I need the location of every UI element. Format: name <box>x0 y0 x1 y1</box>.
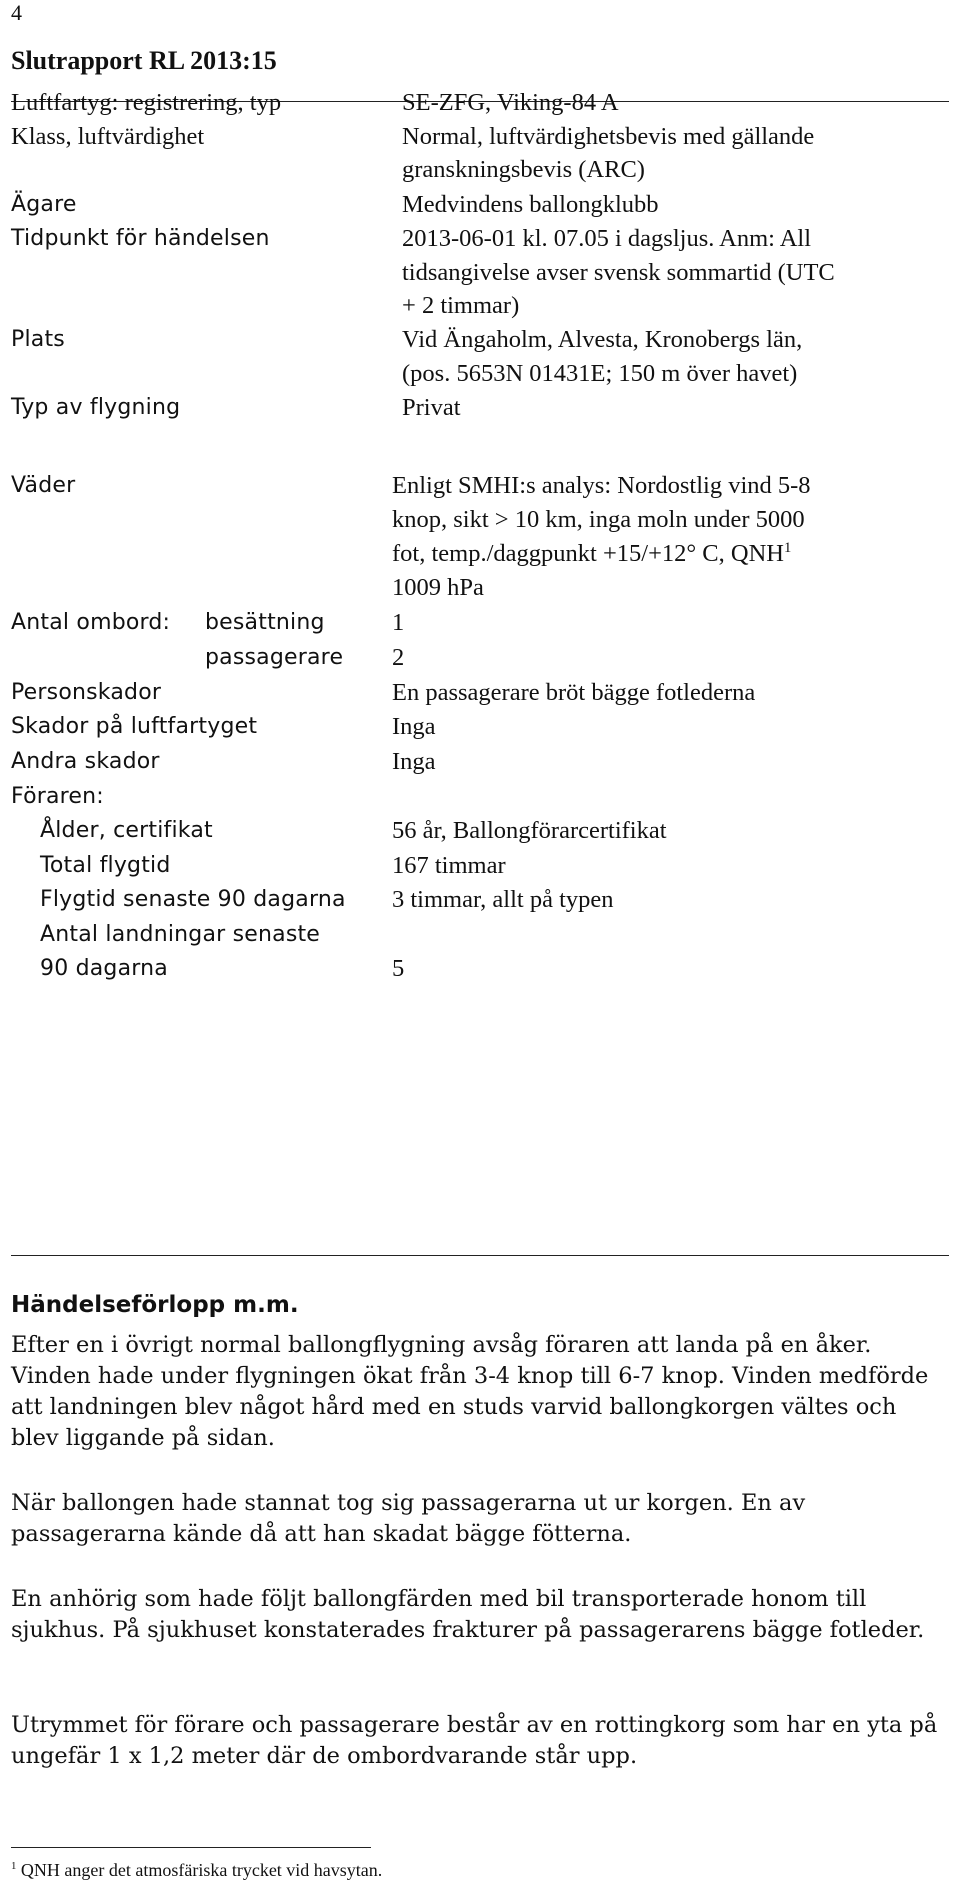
fact-label-aircraft: Luftfartyg: registrering, typ <box>11 89 282 116</box>
page-number: 4 <box>11 0 22 25</box>
footnote-rule <box>11 1847 371 1848</box>
footnote-ref[interactable]: 1 <box>783 539 792 556</box>
fact-label-place: Plats <box>11 327 65 352</box>
fact-value-aircraft: SE-ZFG, Viking-84 A <box>402 89 619 116</box>
pilot-value-landings: 5 <box>392 955 405 982</box>
fact-label-class: Klass, luftvärdighet <box>11 123 205 150</box>
section-rule <box>11 1255 949 1256</box>
onboard-crew-label: besättning <box>205 610 325 635</box>
pilot-value-age: 56 år, Ballongförarcertifikat <box>392 817 667 844</box>
weather-line4: 1009 hPa <box>392 574 484 601</box>
fact-label-owner: Ägare <box>11 192 77 217</box>
pilot-value-recent: 3 timmar, allt på typen <box>392 886 614 913</box>
pilot-label-total: Total flygtid <box>40 853 171 878</box>
paragraph-4: Utrymmet för förare och passagerare består av en rottingkorg som har en yta på ungefär 1 x 1,2 meter där de ombordvarande står upp. <box>11 1712 938 1769</box>
weather-label: Väder <box>11 473 76 498</box>
paragraph-1: Efter en i övrigt normal ballongflygning avsåg föraren att landa på en åker. Vinden hade under flygningen ökat från 3-4 knop till 6-7 knop. Vinden medförde att landningen blev något hård med en studs varvid ballongkorgen vältes och blev liggande på sidan. <box>11 1332 929 1451</box>
damage-value-aircraft: Inga <box>392 713 436 740</box>
fact-value-flight-type: Privat <box>402 394 461 421</box>
weather-line3: fot, temp./daggpunkt +15/+12° C, QNH$^1$ <box>392 539 792 567</box>
damage-label-aircraft: Skador på luftfartyget <box>11 714 258 739</box>
onboard-passengers-value: 2 <box>392 644 405 671</box>
fact-label-time: Tidpunkt för händelsen <box>11 226 270 251</box>
weather-line1: Enligt SMHI:s analys: Nordostlig vind 5-8 <box>392 472 811 499</box>
damage-value-other: Inga <box>392 748 436 775</box>
fact-value-place-line1: Vid Ängaholm, Alvesta, Kronobergs län, <box>402 326 803 353</box>
pilot-label-recent: Flygtid senaste 90 dagarna <box>40 887 346 912</box>
pilot-heading: Föraren: <box>11 784 104 809</box>
onboard-passengers-label: passagerare <box>205 645 344 670</box>
pilot-label-landings-2: 90 dagarna <box>40 956 168 981</box>
paragraph-3: En anhörig som hade följt ballongfärden med bil transporterade honom till sjukhus. På sjukhuset konstaterades frakturer på passagerarens bägge fotleder. <box>11 1586 925 1643</box>
damage-label-persons: Personskador <box>11 680 162 705</box>
report-title: Slutrapport RL 2013:15 <box>11 46 277 75</box>
fact-value-place-line2: (pos. 5653N 01431E; 150 m över havet) <box>402 360 798 387</box>
fact-label-flight-type: Typ av flygning <box>11 395 181 420</box>
fact-value-class-line1: Normal, luftvärdighetsbevis med gällande <box>402 123 815 150</box>
pilot-label-landings-1: Antal landningar senaste <box>40 922 321 947</box>
pilot-label-age: Ålder, certifikat <box>40 818 213 843</box>
weather-line2: knop, sikt > 10 km, inga moln under 5000 <box>392 506 805 533</box>
onboard-label: Antal ombord: <box>11 610 171 635</box>
damage-value-persons: En passagerare bröt bägge fotlederna <box>392 679 756 706</box>
damage-label-other: Andra skador <box>11 749 160 774</box>
paragraph-2: När ballongen hade stannat tog sig passagerarna ut ur korgen. En av passagerarna kände då att han skadat bägge fötterna. <box>11 1490 806 1547</box>
onboard-crew-value: 1 <box>392 609 405 636</box>
fact-value-owner: Medvindens ballongklubb <box>402 191 659 218</box>
fact-value-time-line2: tidsangivelse avser svensk sommartid (UTC <box>402 259 835 286</box>
section-heading: Händelseförlopp m.m. <box>11 1292 299 1318</box>
fact-value-time-line3: + 2 timmar) <box>402 292 520 319</box>
fact-value-time-line1: 2013-06-01 kl. 07.05 i dagsljus. Anm: All <box>402 225 812 252</box>
pilot-value-total: 167 timmar <box>392 852 506 879</box>
footnote <box>11 1860 382 1881</box>
footnote-text: QNH anger det atmosfäriska trycket vid havsytan. <box>20 1860 383 1880</box>
fact-value-class-line2: granskningsbevis (ARC) <box>402 156 645 183</box>
footnote-number: 1 <box>11 1860 17 1872</box>
